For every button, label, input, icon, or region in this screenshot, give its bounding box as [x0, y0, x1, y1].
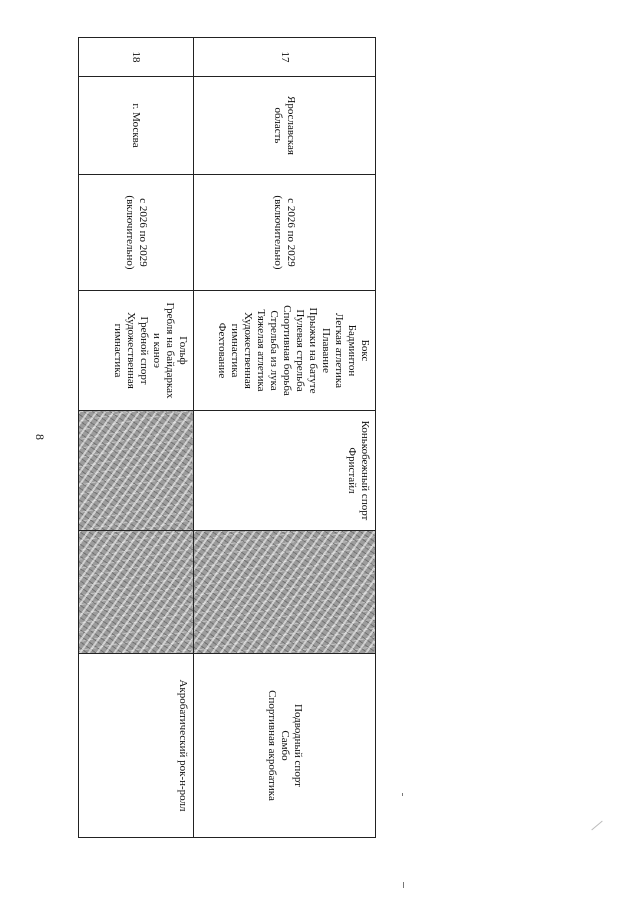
winter-sports-cell [194, 411, 376, 531]
sport-item: Плавание [320, 328, 333, 373]
period-cell: с 2026 по 2029 (включительно) [79, 175, 194, 291]
sport-item: гимнастика [229, 323, 242, 378]
sport-item: Подводный спорт [291, 704, 304, 787]
sport-item: Художественная [242, 312, 255, 389]
sport-item: Легкая атлетика [333, 313, 346, 388]
sport-item: Фехтование [216, 322, 229, 379]
scan-speck [403, 882, 404, 888]
scan-speck [402, 793, 403, 796]
sport-item: Конькобежный спорт [359, 420, 371, 521]
sports-list-cell [79, 291, 194, 411]
row-number: 17 [194, 38, 376, 77]
table-row-18 [79, 38, 194, 838]
sport-item: Спортивная акробатика [266, 690, 279, 801]
sport-item: Гребной спорт [138, 316, 151, 385]
sport-item: гимнастика [112, 323, 125, 378]
sports-list-cell [194, 291, 376, 411]
sport-item: Пулевая стрельба [294, 309, 307, 392]
sport-item: Бадминтон [346, 324, 359, 377]
sport-item: Акробатический рок-н-ролл [177, 679, 189, 812]
regions-sports-table [79, 37, 376, 837]
sport-item: Тяжелая атлетика [255, 309, 268, 392]
sport-item: Спортивная борьба [281, 305, 294, 396]
sport-item: Прыжки на батуте [307, 307, 320, 394]
sport-item: Гольф [177, 336, 189, 365]
table-row-17 [194, 38, 376, 838]
sport-item: Гребля на байдарках [164, 302, 177, 399]
other-sports-cell [79, 654, 194, 838]
sport-item: Самбо [278, 730, 291, 761]
hatched-empty-cell [79, 411, 194, 531]
scan-speck [591, 821, 602, 831]
hatched-empty-cell [194, 531, 376, 654]
hatched-empty-cell [79, 531, 194, 654]
sport-item: Фристайл [346, 447, 359, 494]
row-number: 18 [79, 38, 194, 77]
other-sports-cell [194, 654, 376, 838]
region-cell: г. Москва [79, 77, 194, 175]
sport-item: Художественная [125, 312, 138, 389]
region-cell: Ярославская область [194, 77, 376, 175]
period-cell: с 2026 по 2029 (включительно) [194, 175, 376, 291]
sport-item: Стрельба из лука [268, 310, 281, 391]
page-number: 8 [33, 434, 47, 440]
sport-item: Бокс [359, 339, 371, 362]
sport-item: и каноэ [151, 333, 164, 368]
